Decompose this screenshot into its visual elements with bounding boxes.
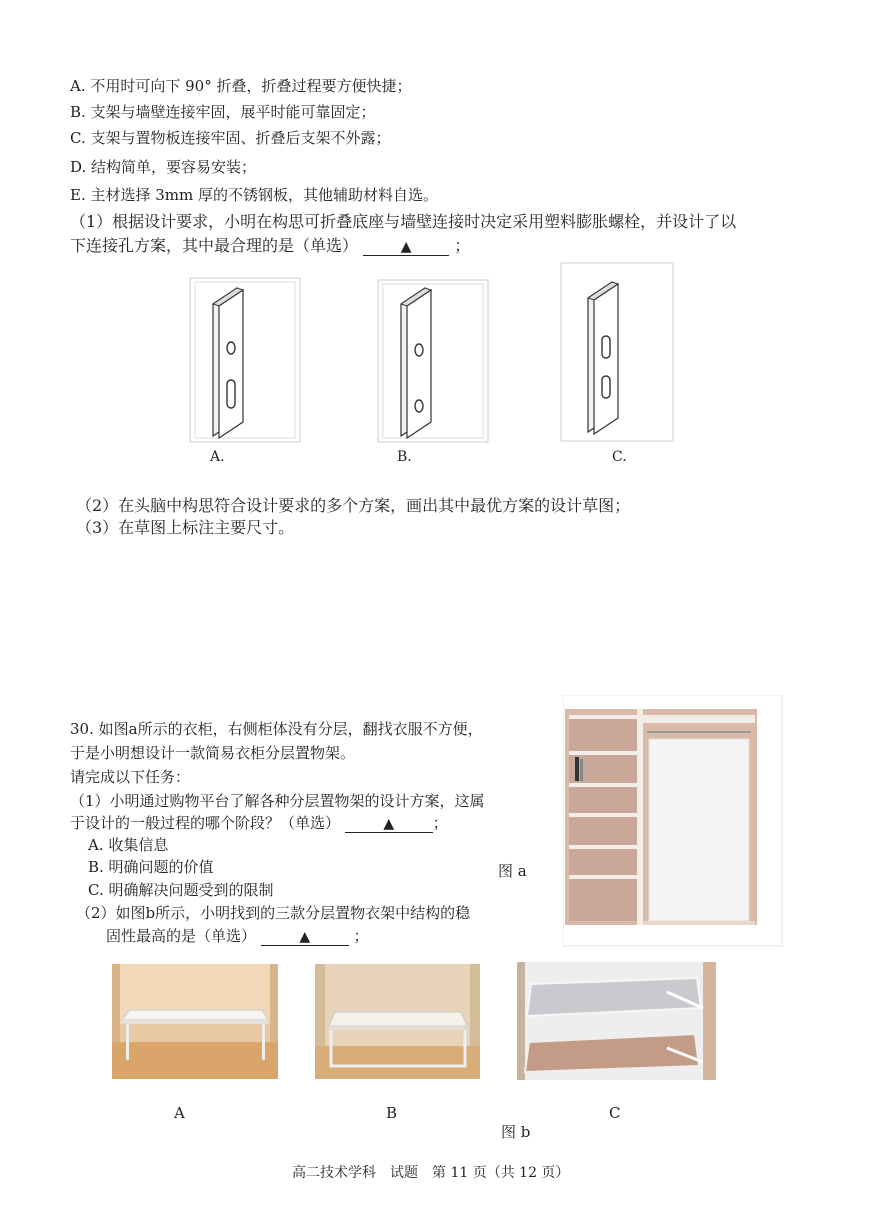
wardrobe-photo <box>563 695 783 947</box>
q30-s2-text: 固性最高的是（单选） <box>106 927 257 945</box>
q30-s1-text: 于设计的一般过程的哪个阶段？（单选） <box>70 814 341 832</box>
requirement-c: C. 支架与置物板连接牢固、折叠后支架不外露； <box>70 129 391 147</box>
plate-figure-a <box>185 276 305 446</box>
shelf-photo-a <box>112 964 278 1079</box>
q3-text: （3）在草图上标注主要尺寸。 <box>76 518 295 537</box>
q30-s1-line1: （1）小明通过购物平台了解各种分层置物架的设计方案，这属 <box>70 792 485 810</box>
q2-text: （2）在头脑中构思符合设计要求的多个方案，画出其中最优方案的设计草图； <box>76 496 631 515</box>
plate-label-c: C. <box>612 449 627 465</box>
requirement-e: E. 主材选择 3mm 厚的不锈钢板，其他辅助材料自选。 <box>70 186 439 204</box>
q30-s2-line1: （2）如图b所示，小明找到的三款分层置物衣架中结构的稳 <box>76 904 471 922</box>
shelf-photo-b <box>315 964 480 1079</box>
shelf-label-b: B <box>386 1104 398 1122</box>
q30-s2-answer-blank[interactable] <box>261 928 349 946</box>
q30-option-a: A. 收集信息 <box>88 836 169 854</box>
q1-answer-blank[interactable] <box>363 238 449 256</box>
requirement-d: D. 结构简单，要容易安装； <box>70 158 257 176</box>
figure-b-caption: 图 b <box>501 1123 531 1141</box>
shelf-label-c: C <box>609 1104 621 1122</box>
q30-option-c: C. 明确解决问题受到的限制 <box>88 881 274 899</box>
figure-a-caption: 图 a <box>498 862 527 880</box>
shelf-photo-c <box>517 962 716 1080</box>
q1-line2 <box>70 233 470 256</box>
q30-s1-line2 <box>70 812 448 833</box>
plate-label-b: B. <box>397 449 412 465</box>
answer-triangle-icon: ▲ <box>383 816 395 832</box>
q1-line1: （1）根据设计要求，小明在构思可折叠底座与墙壁连接时决定采用塑料膨胀螺栓，并设计了以 <box>70 212 737 231</box>
plate-label-a: A. <box>210 449 225 465</box>
q1-end: ； <box>454 236 471 255</box>
q30-s2-end: ； <box>353 927 369 945</box>
requirement-a: A. 不用时可向下 90° 折叠，折叠过程要方便快捷； <box>70 77 412 95</box>
q1-text: 下连接孔方案，其中最合理的是（单选） <box>70 236 359 255</box>
q30-s1-answer-blank[interactable] <box>345 815 433 833</box>
q30-s1-end: ； <box>432 814 448 832</box>
q30-s2-line2 <box>106 925 369 946</box>
q30-intro-3: 请完成以下任务： <box>70 768 191 786</box>
shelf-label-a: A <box>174 1104 185 1122</box>
q30-intro-2: 于是小明想设计一款简易衣柜分层置物架。 <box>70 744 356 762</box>
answer-triangle-icon: ▲ <box>299 929 311 945</box>
plate-figure-c <box>560 262 675 444</box>
requirement-b: B. 支架与墙壁连接牢固，展平时能可靠固定； <box>70 103 376 121</box>
q30-intro-1: 30. 如图a所示的衣柜，右侧柜体没有分层，翻找衣服不方便， <box>70 720 483 738</box>
plate-figure-b <box>373 276 493 446</box>
q30-option-b: B. 明确问题的价值 <box>88 858 214 876</box>
page-footer: 高二技术学科 试题 第 11 页（共 12 页） <box>292 1165 570 1181</box>
answer-triangle-icon: ▲ <box>400 239 412 255</box>
